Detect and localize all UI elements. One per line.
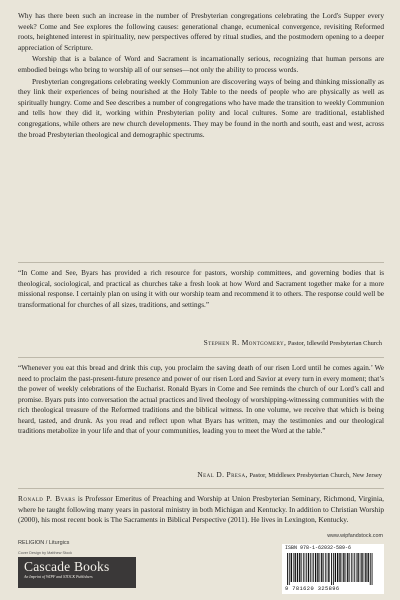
author-bio — [18, 494, 384, 526]
endorsement-2-quote: “Whenever you eat this bread and drink this cup, you proclaim the saving death of our risen Lord until he comes again.’ We need to proclaim the past-present-future presence and power of our risen Lord and Savior at every turn in every moment; that’s the power of weekly celebrations of the Eucharist. Ronald Byars in Come and See reminds the church of our Lord’s call and promise. Byars puts into conversation the actual practices and lived theology of worshipping-witnessing communities with the rich theological treasure of the Reformed traditions and the biblical witness. In one volume, we receive that which is being heard, tasted, and drunk. As you read and reflect upon what Byars has written, may the testimonies and our theological traditions metabolize in your life and that of your communities, leading you to meet the Word at the table.” — [18, 364, 384, 435]
endorsement-2-title: Pastor, Middlesex Presbyterian Church, New Jersey — [249, 472, 382, 479]
description-paragraph-3: Presbyterian congregations celebrating weekly Communion are discovering ways of being and thinking missionally as they link their experiences of being nourished at the Holy Table to the needs of people who are physically as well as spiritually hungry. Come and See describes a number of congregations who have made the transition to weekly Communion and tells how they did it, working within Presbyterian polity and local cultures. Some are traditional, established congregations, while others are new church developments. They may be found in the north and south, east and west, across the broad Presbyterian theological and demographic spectrums. — [18, 76, 384, 139]
cover-credit: Cover Design by Matthew Stock — [18, 551, 73, 555]
author-name: Ronald P. Byars — [18, 494, 76, 503]
endorsement-1-attribution — [204, 338, 382, 348]
publisher-url[interactable]: www.wipfandstock.com — [327, 533, 383, 539]
endorsement-1-name: Stephen R. Montgomery, — [203, 338, 287, 347]
publisher-logo — [18, 557, 136, 588]
description-paragraph-2: Worship that is a balance of Word and Sacrament is incarnationally serious, recognizing that human persons are embodied beings who bring to worship all of our senses—not only the ability to process words. — [18, 54, 384, 74]
barcode-digits: 9 781620 325896 — [285, 586, 340, 592]
publisher-name: Cascade Books — [24, 559, 110, 574]
endorsement-2-attribution — [197, 470, 382, 480]
endorsement-1-quote: “In Come and See, Byars has provided a rich resource for pastors, worship committees, and governing bodies that is theological, sociological, and practical as churches take a fresh look at how Word and Sacrament together make for a more missional response. I certainly plan on using it with our worship team and recommend it to others. The response could well be transformational for churches of all sizes, traditions, and settings.” — [18, 269, 384, 309]
barcode — [282, 544, 384, 594]
divider — [18, 262, 384, 263]
divider — [18, 488, 384, 489]
category-label: RELIGION / Liturgics — [18, 540, 70, 546]
author-bio-text: is Professor Emeritus of Preaching and Worship at Union Presbyterian Seminary, Richmond, Virginia, where he taught following many years in pastoral ministry in both Michigan and Kentucky. In addition to Christian Worship (2000), his most recent book is The Sacraments in Biblical Perspective (2011). He lives in Lexington, Kentucky. — [18, 494, 384, 525]
isbn-label: ISBN 978-1-62032-589-6 — [285, 545, 352, 551]
endorsement-1-title: Pastor, Idlewild Presbyterian Church — [287, 340, 382, 347]
publisher-subtitle: An Imprint of WIPF and STOCK Publishers — [24, 575, 93, 579]
book-description — [18, 11, 384, 141]
endorsement-2 — [18, 363, 384, 437]
barcode-icon — [285, 553, 381, 585]
endorsement-2-name: Neal D. Presa, — [197, 470, 248, 479]
description-paragraph-1: Why has there been such an increase in the number of Presbyterian congregations celebrating the Lord's Supper every week? Come and See explores the following causes: generational change, ecumenical convergence, revisiting Reformed roots, heightened interest in spirituality, new perspectives offered by ritual studies, and the postmodern opening to a deeper appreciation of Scripture. — [18, 11, 384, 52]
endorsement-1 — [18, 268, 384, 310]
divider — [18, 357, 384, 358]
